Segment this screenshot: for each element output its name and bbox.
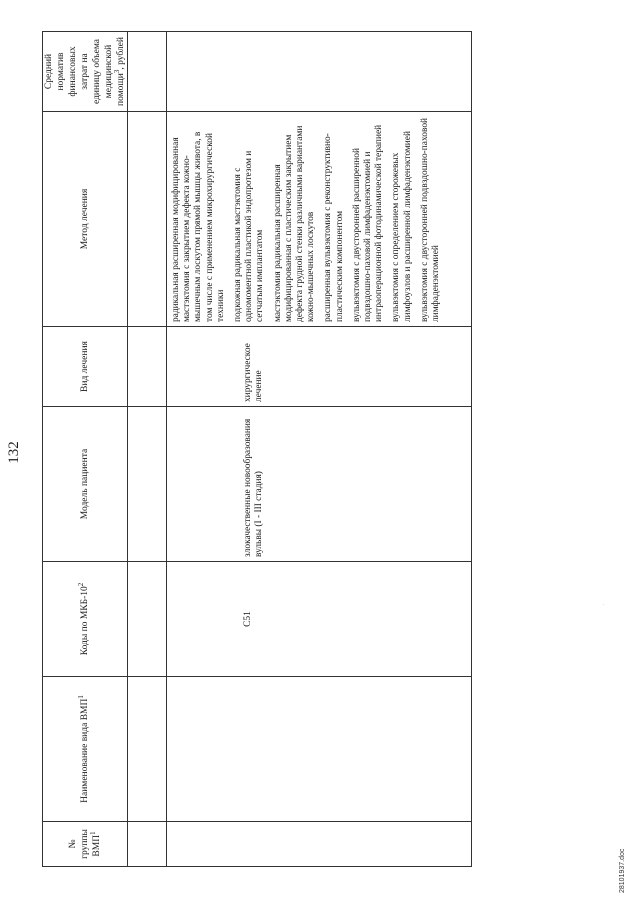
treatment-kind-cell <box>128 327 167 407</box>
patient-model-cell <box>128 407 167 562</box>
header-treatment-method: Метод лечения <box>43 112 128 327</box>
patient-model-text: злокачественные новообразования вульвы (I - III стадия) <box>243 418 265 557</box>
vmp-name-cell <box>167 677 472 822</box>
treatment-kind-text: хирургическое лечение <box>243 343 265 402</box>
method-item: радикальная расширенная модифицированная мастэктомия с закрытием дефекта кожно-мышечным лоскутом прямой мышцы живота, в том числе с применением микрохирургической техники <box>171 131 226 322</box>
treatment-kind-cell <box>167 327 472 407</box>
header-group-number: № группы ВМП$^1$ <box>43 822 128 867</box>
treatment-method-cell <box>167 112 472 327</box>
method-item: вульвэктомия с двусторонней подвздошно-паховой лимфаденэктомией <box>419 117 442 322</box>
vmp-name-cell <box>128 677 167 822</box>
table-row <box>167 32 472 867</box>
header-icd-codes: Коды по МКБ-$10^2$ <box>43 562 128 677</box>
treatment-method-cell <box>128 112 167 327</box>
icd-code-cell <box>167 562 472 677</box>
method-item: подкожная радикальная мастэктомия с одномоментной пластикой эндопротезом и сетчатым имплантатом <box>233 150 266 322</box>
method-item: мастэктомия радикальная расширенная модифицированная с пластическим закрытием дефекта грудной стенки различными вариантами кожно-мышечных лоскутов <box>272 125 317 322</box>
table-row <box>128 32 167 867</box>
icd-codes-cell <box>128 562 167 677</box>
header-row <box>43 32 128 867</box>
average-cost-cell <box>167 32 472 112</box>
icd-code: C51 <box>243 611 253 627</box>
patient-model-cell <box>167 407 472 562</box>
header-average-cost: Средний норматив финансовых затрат на единицу объема медицинской помощи$^3$, рублей <box>43 32 128 112</box>
method-item: расширенная вульвэктомия с реконструктивно-пластическим компонентом <box>323 133 345 322</box>
group-number-cell <box>128 822 167 867</box>
method-item: вульвэктомия с двусторонней расширенной подвздошно-паховой лимфаденэктомией и интраоперационной фотодинамической терапией <box>351 124 385 322</box>
scan-speck: . <box>600 603 606 605</box>
vmp-table <box>42 31 472 867</box>
header-patient-model: Модель пациента <box>43 407 128 562</box>
header-treatment-kind: Вид лечения <box>43 327 128 407</box>
document-filename: 28101937.doc <box>619 848 626 893</box>
page-number: 132 <box>6 441 22 464</box>
method-item: вульвэктомия с определением сторожевых лимфоузлов и расширенной лимфаденэктомией <box>391 131 413 322</box>
header-vmp-name: Наименование вида ВМП$^1$ <box>43 677 128 822</box>
average-cost-cell <box>128 32 167 112</box>
group-number-cell <box>167 822 472 867</box>
